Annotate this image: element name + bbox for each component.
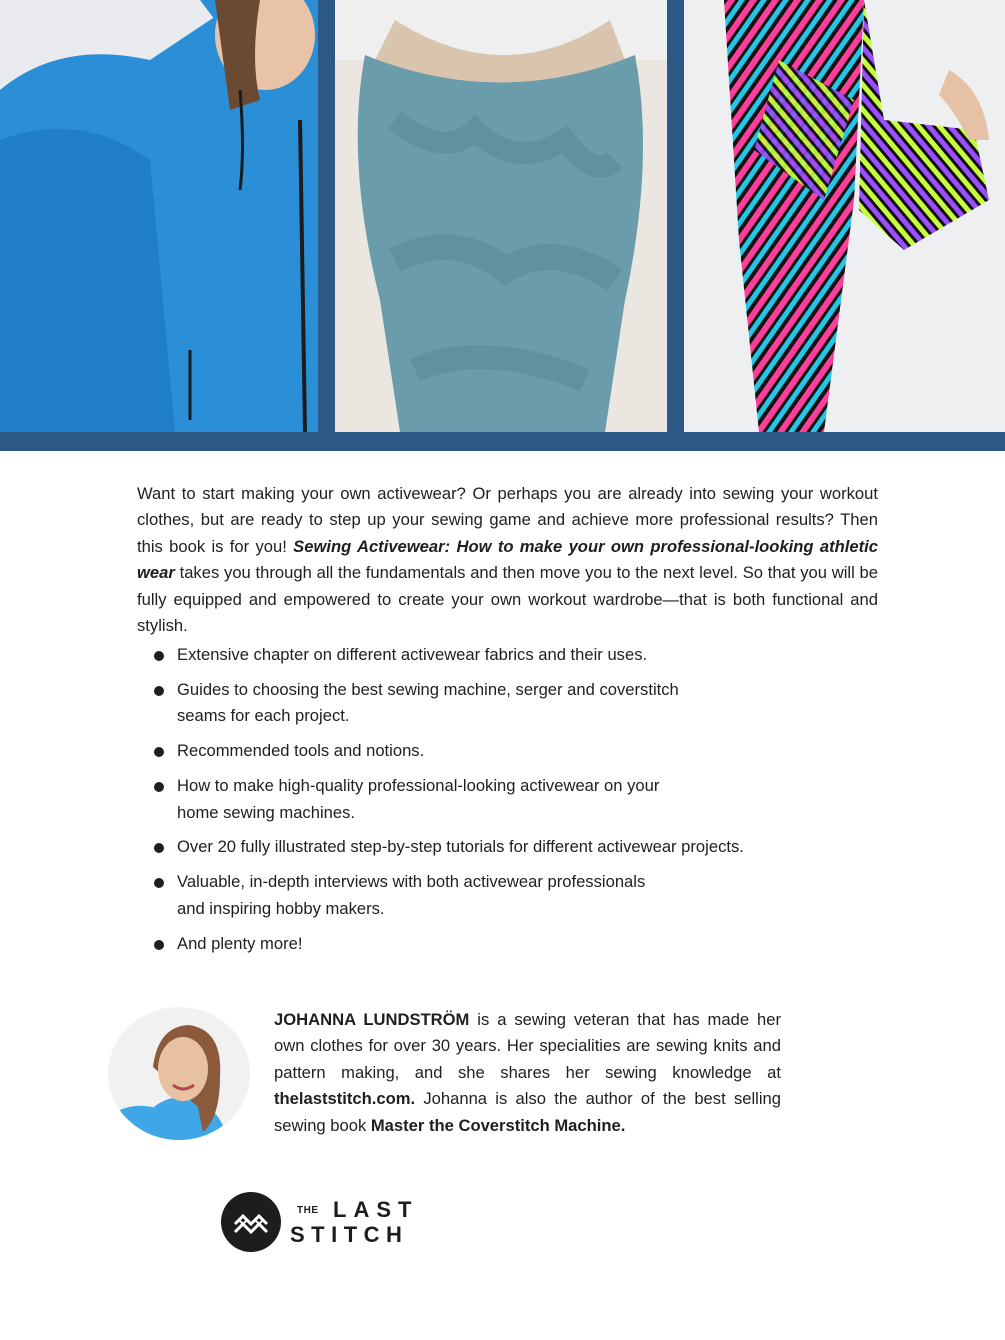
author-bio: JOHANNA LUNDSTRÖM is a sewing veteran that has made her own clothes for over 30 years. Her specialities are sewing knits and pattern making, and she shares her sewing knowledge at thelaststitch.com. Johanna is also the author of the best selling sewing book Master the Coverstitch Machine. [274, 1010, 781, 1135]
photo-strip [0, 0, 1005, 451]
description-intro: Want to start making your own activewear? Or perhaps you are already into sewing your workout clothes, but are ready to step up your sewing game and achieve more professional results? Then this book is for you! [137, 484, 878, 556]
tank-top-photo [335, 0, 667, 432]
logo-text-the: THE [297, 1205, 319, 1216]
hoodie-photo [0, 0, 318, 432]
bullet-icon [154, 782, 164, 792]
list-item: Guides to choosing the best sewing machine, serger and coverstitch seams for each project. [150, 677, 850, 730]
other-book-title: Master the Coverstitch Machine. [370, 1115, 626, 1135]
list-item: And plenty more! [150, 931, 850, 957]
logo-text-stitch: STITCH [290, 1222, 409, 1247]
feature-list [150, 642, 850, 966]
stitch-mountains-icon [221, 1192, 281, 1252]
bullet-icon [154, 940, 164, 950]
bullet-icon [154, 651, 164, 661]
list-item: Recommended tools and notions. [150, 738, 850, 764]
publisher-logo [221, 1192, 421, 1254]
author-name: JOHANNA LUNDSTRÖM [274, 1010, 470, 1029]
list-item: Valuable, in-depth interviews with both activewear professionals and inspiring hobby makers. [150, 869, 850, 922]
book-title: Sewing Activewear: How to make your own professional-looking athletic wear [137, 536, 878, 583]
logo-text-last: LAST [333, 1197, 419, 1222]
list-item: How to make high-quality professional-looking activewear on your home sewing machines. [150, 773, 850, 826]
bullet-icon [154, 747, 164, 757]
website-link: thelaststitch.com. [274, 1089, 416, 1109]
book-description [137, 481, 878, 639]
leggings-photo [684, 0, 1005, 432]
bullet-icon [154, 686, 164, 696]
bullet-icon [154, 843, 164, 853]
list-item: Over 20 fully illustrated step-by-step tutorials for different activewear projects. [150, 834, 850, 860]
list-item: Extensive chapter on different activewear fabrics and their uses. [150, 642, 850, 668]
bullet-icon [154, 878, 164, 888]
description-outro: takes you through all the fundamentals and then move you to the next level. So that you will be fully equipped and empowered to create your own workout wardrobe—that is both functional and stylish. [137, 563, 878, 636]
author-portrait [108, 1007, 250, 1140]
